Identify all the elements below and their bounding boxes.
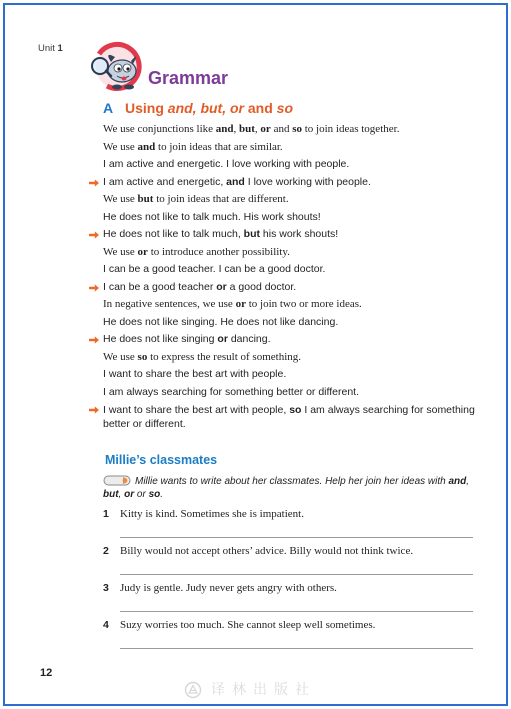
keyword: or: [137, 245, 148, 258]
exercise-item: [103, 543, 478, 580]
text-segment: a good doctor.: [226, 280, 297, 293]
keyword: so: [137, 350, 148, 363]
rule-line: [103, 349, 481, 367]
answer-line: [120, 611, 473, 612]
text-segment: I can be a good teacher: [103, 280, 217, 293]
example-line: [103, 366, 481, 384]
text-segment: He does not like singing. He does not like dancing.: [103, 315, 339, 328]
text-segment: He does not like singing: [103, 333, 218, 345]
section-heading-grammar: Grammar: [148, 68, 229, 88]
exercise-item: [103, 580, 478, 617]
text-segment: dancing.: [227, 333, 271, 345]
text-segment: .: [160, 489, 164, 500]
text-segment: I am always searching for something better or different.: [103, 404, 475, 430]
exercise-title: Millie’s classmates: [105, 453, 218, 467]
keyword: so: [148, 489, 161, 500]
rule-line: [103, 139, 481, 157]
publisher-logo-icon: [184, 681, 202, 699]
text-segment: He does not like to talk much. His work shouts!: [103, 210, 321, 223]
text-segment: to join ideas together.: [301, 123, 400, 135]
joined-example-line: [103, 226, 481, 244]
joined-example-line: [103, 403, 481, 431]
text-segment: We use conjunctions like: [103, 123, 216, 135]
answer-line: [120, 648, 473, 649]
unit-label: [38, 43, 63, 54]
text-segment: to express the result of something.: [147, 350, 301, 363]
text-segment: ,: [466, 476, 470, 487]
rule-line: [103, 191, 481, 209]
unit-number: 1: [57, 43, 63, 54]
joined-example-line: [103, 279, 481, 297]
text-segment: We use: [103, 193, 138, 205]
keyword: and: [215, 123, 234, 135]
example-line: [103, 156, 481, 174]
exercise-item: [103, 617, 478, 654]
keyword: but: [103, 489, 119, 500]
text-segment: He does not like to talk much,: [103, 228, 244, 240]
text-segment: ,: [254, 123, 261, 135]
grammar-mascot-icon: [87, 40, 149, 98]
arrow-right-icon: [89, 179, 99, 187]
section-title: [125, 99, 293, 117]
item-text: Billy would not accept others’ advice. Billy would not think twice.: [120, 545, 414, 557]
item-text: Suzy worries too much. She cannot sleep well sometimes.: [120, 619, 376, 631]
example-line: [103, 209, 481, 227]
text-segment: to join two or more ideas.: [245, 298, 362, 310]
text-segment: I am active and energetic. I love working with people.: [103, 158, 350, 170]
keyword: or: [124, 489, 135, 500]
text-segment: or: [134, 489, 149, 500]
rule-line: [103, 296, 481, 314]
text-segment: We use: [103, 245, 138, 258]
title-keyword: so: [276, 100, 294, 116]
example-line: [103, 384, 481, 402]
item-text: Judy is gentle. Judy never gets angry with others.: [120, 582, 337, 594]
keyword: or: [260, 123, 271, 135]
keyword: but: [243, 228, 260, 240]
text-segment: ,: [118, 489, 125, 500]
answer-line: [120, 537, 473, 538]
exercise-item: [103, 506, 478, 543]
page-number: 12: [40, 667, 53, 679]
section-letter: A: [103, 100, 114, 116]
joined-example-line: [103, 174, 481, 192]
text-segment: to join ideas that are different.: [153, 193, 289, 205]
rule-line: [103, 244, 481, 262]
intro-line: [103, 121, 481, 139]
item-number: 3: [103, 582, 109, 594]
text-segment: I can be a good teacher. I can be a good doctor.: [103, 263, 326, 275]
text-segment: his work shouts!: [259, 228, 339, 240]
title-segment: Using: [125, 100, 168, 116]
text-segment: Millie wants to write about her classmates. Help her join her ideas with: [135, 476, 449, 487]
item-number: 4: [103, 619, 109, 631]
keyword: and: [226, 175, 245, 188]
arrow-right-icon: [89, 406, 99, 414]
text-segment: We use: [103, 350, 138, 363]
text-segment: In negative sentences, we use: [103, 298, 236, 310]
keyword: or: [216, 280, 227, 293]
joined-example-line: [103, 331, 481, 349]
text-segment: We use: [103, 140, 138, 153]
text-segment: I love working with people.: [244, 175, 371, 188]
text-segment: and: [270, 123, 293, 135]
text-segment: I am always searching for something better or different.: [103, 385, 360, 398]
arrow-right-icon: [89, 336, 99, 344]
keyword: or: [217, 333, 228, 345]
exercise-items: [103, 506, 478, 654]
title-keywords: and, but, or: [167, 100, 244, 116]
grammar-explanation: [103, 121, 481, 431]
title-segment: and: [244, 100, 277, 116]
keyword: and: [137, 140, 156, 153]
text-segment: I want to share the best art with people,: [103, 404, 290, 416]
answer-line: [120, 574, 473, 575]
keyword: but: [137, 193, 154, 205]
text-segment: ,: [233, 123, 240, 135]
keyword: or: [235, 298, 246, 310]
item-text: Kitty is kind. Sometimes she is impatient.: [120, 508, 304, 520]
exercise-instruction: [103, 475, 483, 501]
unit-word: Unit: [38, 43, 55, 54]
text-segment: I want to share the best art with people.: [103, 368, 287, 380]
item-number: 2: [103, 545, 109, 557]
keyword: so: [289, 404, 302, 416]
pencil-icon: [103, 475, 131, 486]
text-segment: I am active and energetic,: [103, 175, 227, 188]
arrow-right-icon: [89, 231, 99, 239]
keyword: so: [292, 123, 302, 135]
example-line: [103, 314, 481, 332]
keyword: and: [448, 476, 467, 487]
text-segment: to join ideas that are similar.: [155, 140, 283, 153]
arrow-right-icon: [89, 284, 99, 292]
item-number: 1: [103, 508, 109, 520]
publisher-watermark: 译林出版社: [211, 682, 316, 698]
keyword: but: [239, 123, 255, 135]
example-line: [103, 261, 481, 279]
text-segment: to introduce another possibility.: [147, 245, 290, 258]
